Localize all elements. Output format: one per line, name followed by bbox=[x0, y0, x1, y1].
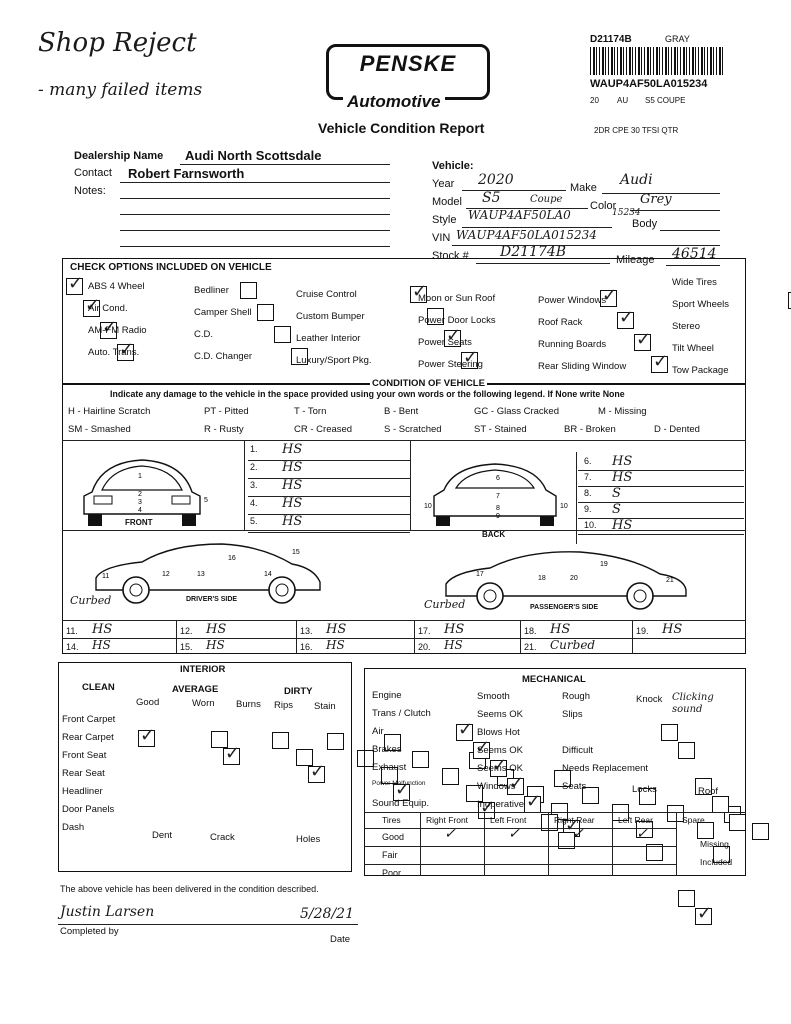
legend-item: H - Hairline Scratch bbox=[68, 406, 151, 417]
legend-item: R - Rusty bbox=[204, 424, 244, 435]
damage-value: HS bbox=[612, 518, 633, 533]
option-checkbox-power-door-locks[interactable] bbox=[617, 312, 634, 329]
option-label-leather-interior: Leather Interior bbox=[296, 333, 361, 344]
damage-value: HS bbox=[662, 622, 683, 637]
damage-value: S bbox=[612, 502, 621, 517]
logo-sub: Automotive bbox=[343, 92, 445, 112]
tires-header: Right Rear bbox=[554, 815, 595, 825]
stock-label: Stock # bbox=[432, 250, 469, 262]
mechanical-row-label: Exhaust bbox=[372, 762, 407, 773]
svg-text:10: 10 bbox=[560, 503, 568, 510]
stock-value: D21174B bbox=[500, 244, 567, 260]
sticker-year: 20 bbox=[590, 96, 599, 105]
option-checkbox-power-seats[interactable] bbox=[634, 334, 651, 351]
sticker-model: S5 COUPE bbox=[645, 96, 686, 105]
legend-item: PT - Pitted bbox=[204, 406, 249, 417]
mechanical-option-label: Windows bbox=[477, 781, 516, 792]
damage-value: HS bbox=[444, 638, 463, 652]
mechanical-option-label: Seems OK bbox=[477, 709, 523, 720]
interior-row-label: Front Carpet bbox=[62, 714, 116, 725]
condition-instruction: Indicate any damage to the vehicle in the space provided using your own words or the following legend. If None write None bbox=[110, 389, 625, 399]
damage-value: HS bbox=[282, 478, 303, 493]
mechanical-option-label: Slips bbox=[562, 709, 583, 720]
svg-text:9: 9 bbox=[496, 513, 500, 520]
damage-value: HS bbox=[612, 454, 633, 469]
option-label-tow-package: Tow Package bbox=[672, 365, 729, 376]
date-label: Date bbox=[330, 934, 351, 945]
front-car-diagram bbox=[72, 452, 212, 528]
driver-side-label: DRIVER'S SIDE bbox=[186, 596, 238, 603]
interior-title: INTERIOR bbox=[180, 664, 226, 675]
svg-text:14: 14 bbox=[264, 571, 272, 578]
dealership-label: Dealership Name bbox=[74, 150, 164, 162]
damage-number: 17. bbox=[418, 626, 431, 636]
contact-label: Contact bbox=[74, 167, 112, 179]
damage-number: 16. bbox=[300, 642, 313, 652]
option-label-power-steering: Power Steering bbox=[418, 359, 483, 370]
date-value: 5/28/21 bbox=[300, 906, 354, 922]
damage-number: 1. bbox=[250, 444, 258, 454]
svg-text:19: 19 bbox=[600, 561, 608, 568]
style-label: Style bbox=[432, 214, 457, 226]
legend-item: M - Missing bbox=[598, 406, 647, 417]
tires-header: Right Front bbox=[426, 815, 469, 825]
option-label-luxury-sport-pkg: Luxury/Sport Pkg. bbox=[296, 355, 372, 366]
damage-number: 4. bbox=[250, 498, 258, 508]
damage-number: 19. bbox=[636, 626, 649, 636]
svg-text:13: 13 bbox=[197, 571, 205, 578]
damage-value: HS bbox=[550, 622, 571, 637]
model-label: Model bbox=[432, 196, 462, 208]
mechanical-option-label: Difficult bbox=[562, 745, 593, 756]
interior-col-header: Worn bbox=[192, 698, 215, 709]
back-car-diagram bbox=[420, 460, 570, 530]
damage-value: HS bbox=[282, 514, 303, 529]
option-label-auto-trans: Auto. Trans. bbox=[88, 347, 140, 358]
option-label-custom-bumper: Custom Bumper bbox=[296, 311, 365, 322]
option-label-abs-4-wheel: ABS 4 Wheel bbox=[88, 281, 145, 292]
barcode bbox=[590, 47, 724, 75]
legend-item: D - Dented bbox=[654, 424, 700, 435]
mechanical-checkbox-seems-ok[interactable] bbox=[524, 796, 541, 813]
mechanical-option-label: Needs Replacement bbox=[562, 763, 649, 774]
mechanical-row-label: Power Malfunction bbox=[372, 780, 426, 787]
interior-row-label: Headliner bbox=[62, 786, 103, 797]
tire-good-mark: ✓ bbox=[444, 826, 456, 842]
body-label: Body bbox=[632, 218, 658, 230]
mechanical-checkbox-slips[interactable] bbox=[678, 742, 695, 759]
option-label-bedliner: Bedliner bbox=[194, 285, 229, 296]
damage-value: HS bbox=[206, 622, 227, 637]
damage-value: HS bbox=[326, 638, 345, 652]
damage-number: 7. bbox=[584, 472, 592, 482]
spare-checkbox-missing[interactable] bbox=[678, 890, 695, 907]
svg-text:21: 21 bbox=[666, 577, 674, 584]
option-label-c-d-changer: C.D. Changer bbox=[194, 351, 253, 362]
mechanical-checkbox-needs-replacement[interactable] bbox=[712, 796, 729, 813]
tires-row-label: Poor bbox=[382, 868, 402, 878]
svg-text:8: 8 bbox=[496, 505, 500, 512]
damage-value: HS bbox=[282, 460, 303, 475]
interior-average: AVERAGE bbox=[172, 684, 219, 695]
mechanical-row-label: Engine bbox=[372, 690, 402, 701]
vin-label: VIN bbox=[432, 232, 451, 244]
option-label-rear-sliding-window: Rear Sliding Window bbox=[538, 361, 627, 372]
option-label-roof-rack: Roof Rack bbox=[538, 317, 583, 328]
year-label: Year bbox=[432, 178, 455, 190]
body-value: 15234 bbox=[612, 208, 641, 218]
mechanical-checkbox-smooth[interactable] bbox=[456, 724, 473, 741]
interior-checkbox[interactable] bbox=[272, 732, 289, 749]
mechanical-checkbox-rough[interactable] bbox=[661, 724, 678, 741]
notes-label: Notes: bbox=[74, 185, 106, 197]
interior-col-header: Good bbox=[136, 697, 160, 708]
svg-text:15: 15 bbox=[292, 549, 300, 556]
option-label-cruise-control: Cruise Control bbox=[296, 289, 357, 300]
make-value: Audi bbox=[620, 172, 653, 188]
condition-title: CONDITION OF VEHICLE bbox=[372, 378, 485, 389]
interior-checkbox[interactable] bbox=[752, 823, 769, 840]
mechanical-option-label: Rough bbox=[562, 691, 590, 702]
signature: Justin Larsen bbox=[60, 904, 155, 920]
tires-row-label: Good bbox=[382, 832, 405, 842]
damage-number: 20. bbox=[418, 642, 431, 652]
option-label-power-door-locks: Power Door Locks bbox=[418, 315, 496, 326]
model-extra: Coupe bbox=[530, 194, 563, 205]
handwritten-note-detail: - many failed items bbox=[38, 80, 203, 100]
interior-row-label: Front Seat bbox=[62, 750, 107, 761]
option-checkbox-abs-4-wheel[interactable] bbox=[66, 278, 83, 295]
legend-item: SM - Smashed bbox=[68, 424, 131, 435]
mechanical-title: MECHANICAL bbox=[522, 674, 586, 685]
interior-checkbox[interactable] bbox=[138, 730, 155, 747]
handwritten-note-title: Shop Reject bbox=[38, 28, 197, 58]
tire-good-mark: ✓ bbox=[572, 826, 584, 842]
damage-number: 11. bbox=[66, 626, 78, 636]
svg-text:17: 17 bbox=[476, 571, 484, 578]
legend-item: S - Scratched bbox=[384, 424, 442, 435]
mechanical-row-label: Brakes bbox=[372, 744, 402, 755]
color-value: Grey bbox=[640, 192, 672, 207]
interior-checkbox[interactable] bbox=[327, 733, 344, 750]
interior-dirty: DIRTY bbox=[284, 686, 313, 697]
option-label-air-cond: Air Cond. bbox=[88, 303, 128, 314]
mileage-value: 46514 bbox=[672, 246, 717, 262]
legend-item: ST - Stained bbox=[474, 424, 527, 435]
option-label-wide-tires: Wide Tires bbox=[672, 277, 717, 288]
option-label-power-seats: Power Seats bbox=[418, 337, 472, 348]
legend-item: BR - Broken bbox=[564, 424, 616, 435]
interior-row-label: Rear Seat bbox=[62, 768, 105, 779]
svg-text:7: 7 bbox=[496, 493, 500, 500]
options-title: CHECK OPTIONS INCLUDED ON VEHICLE bbox=[70, 262, 272, 273]
knock-note: Clicking sound bbox=[672, 692, 714, 715]
option-checkbox-bedliner[interactable] bbox=[240, 282, 257, 299]
tires-header: Spare bbox=[682, 815, 705, 825]
passenger-side-label: PASSENGER'S SIDE bbox=[530, 604, 599, 611]
locks-label: Locks bbox=[632, 784, 657, 795]
damage-number: 8. bbox=[584, 488, 592, 498]
damage-number: 18. bbox=[524, 626, 537, 636]
color-label: Color bbox=[590, 200, 617, 212]
option-label-tilt-wheel: Tilt Wheel bbox=[672, 343, 714, 354]
mechanical-row-label: Air bbox=[372, 726, 384, 737]
interior-col-header: Rips bbox=[274, 700, 294, 711]
option-label-c-d: C.D. bbox=[194, 329, 213, 340]
mechanical-option-label: Seats bbox=[562, 781, 587, 792]
driver-note: Curbed bbox=[70, 594, 112, 607]
option-label-moon-or-sun-roof: Moon or Sun Roof bbox=[418, 293, 496, 304]
damage-number: 14. bbox=[66, 642, 79, 652]
option-label-running-boards: Running Boards bbox=[538, 339, 607, 350]
damage-number: 13. bbox=[300, 626, 313, 636]
legend-item: CR - Creased bbox=[294, 424, 353, 435]
interior-col-header: Stain bbox=[314, 701, 336, 712]
mechanical-option-label: Seems OK bbox=[477, 745, 523, 756]
damage-value: S bbox=[612, 486, 621, 501]
svg-text:18: 18 bbox=[538, 575, 546, 582]
mechanical-row-label: Trans / Clutch bbox=[372, 708, 431, 719]
completed-by-label: Completed by bbox=[60, 926, 119, 937]
legend-item: T - Torn bbox=[294, 406, 327, 417]
damage-number: 12. bbox=[180, 626, 193, 636]
logo-brand: PENSKE bbox=[359, 51, 457, 76]
passenger-note: Curbed bbox=[424, 598, 466, 611]
damage-value: Curbed bbox=[550, 638, 596, 652]
option-checkbox-power-steering[interactable] bbox=[651, 356, 668, 373]
mechanical-checkbox-seats[interactable] bbox=[729, 814, 746, 831]
option-label-am-fm-radio: AM-FM Radio bbox=[88, 325, 147, 336]
svg-text:16: 16 bbox=[228, 555, 236, 562]
svg-text:4: 4 bbox=[138, 507, 142, 514]
spare-label: Included bbox=[700, 857, 733, 867]
sticker-desc: 2DR CPE 30 TFSI QTR bbox=[594, 126, 679, 135]
dash-label: Holes bbox=[296, 834, 321, 845]
page-title: Vehicle Condition Report bbox=[318, 120, 485, 136]
damage-value: HS bbox=[92, 622, 113, 637]
damage-number: 5. bbox=[250, 516, 258, 526]
delivered-statement: The above vehicle has been delivered in the condition described. bbox=[60, 884, 319, 894]
make-label: Make bbox=[570, 182, 597, 194]
options-section bbox=[62, 258, 746, 384]
svg-text:10: 10 bbox=[424, 503, 432, 510]
mechanical-option-label: Smooth bbox=[477, 691, 510, 702]
model-value: S5 bbox=[482, 190, 501, 206]
dealership-value: Audi North Scottsdale bbox=[185, 148, 322, 163]
tire-good-mark: ✓ bbox=[636, 826, 648, 842]
damage-value: HS bbox=[282, 496, 303, 511]
interior-checkbox[interactable] bbox=[308, 766, 325, 783]
back-label: BACK bbox=[482, 530, 506, 539]
year-value: 2020 bbox=[478, 172, 514, 188]
option-label-stereo: Stereo bbox=[672, 321, 700, 332]
damage-value: HS bbox=[326, 622, 347, 637]
knock-label: Knock bbox=[636, 694, 663, 705]
sticker-stock: D21174B bbox=[590, 34, 632, 45]
mechanical-option-label: Inoperative bbox=[477, 799, 525, 810]
mechanical-option-label: Seems OK bbox=[477, 763, 523, 774]
svg-text:3: 3 bbox=[138, 499, 142, 506]
vehicle-label: Vehicle: bbox=[432, 160, 474, 172]
damage-number: 10. bbox=[584, 520, 597, 530]
sticker-color: GRAY bbox=[665, 34, 690, 44]
interior-row-label: Dash bbox=[62, 822, 85, 833]
passenger-side-car-diagram bbox=[440, 546, 690, 612]
interior-row-label: Door Panels bbox=[62, 804, 115, 815]
option-label-camper-shell: Camper Shell bbox=[194, 307, 252, 318]
option-label-power-windows: Power Windows bbox=[538, 295, 607, 306]
interior-clean: CLEAN bbox=[82, 682, 115, 693]
dash-label: Crack bbox=[210, 832, 235, 843]
damage-number: 9. bbox=[584, 504, 592, 514]
damage-value: HS bbox=[444, 622, 465, 637]
option-checkbox-c-d[interactable] bbox=[274, 326, 291, 343]
tire-good-mark: ✓ bbox=[508, 826, 520, 842]
svg-text:2: 2 bbox=[138, 491, 142, 498]
damage-value: HS bbox=[612, 470, 633, 485]
damage-number: 3. bbox=[250, 480, 258, 490]
spare-label: Missing bbox=[700, 839, 729, 849]
option-checkbox-camper-shell[interactable] bbox=[257, 304, 274, 321]
dash-label: Dent bbox=[152, 830, 173, 841]
option-label-sport-wheels: Sport Wheels bbox=[672, 299, 730, 310]
tires-header: Tires bbox=[382, 815, 401, 825]
damage-number: 6. bbox=[584, 456, 592, 466]
roof-label: Roof bbox=[698, 786, 719, 797]
mechanical-row-label: Sound Equip. bbox=[372, 798, 430, 809]
svg-text:6: 6 bbox=[496, 475, 500, 482]
interior-row-label: Rear Carpet bbox=[62, 732, 114, 743]
spare-checkbox-included[interactable] bbox=[695, 908, 712, 925]
tires-row-label: Fair bbox=[382, 850, 398, 860]
style-value: WAUP4AF50LA0 bbox=[468, 208, 571, 222]
svg-text:12: 12 bbox=[162, 571, 170, 578]
mileage-label: Mileage bbox=[616, 254, 655, 266]
mechanical-option-label: Blows Hot bbox=[477, 727, 520, 738]
damage-value: HS bbox=[282, 442, 303, 457]
interior-col-header: Burns bbox=[236, 699, 261, 710]
damage-number: 21. bbox=[524, 642, 537, 652]
interior-checkbox[interactable] bbox=[223, 748, 240, 765]
svg-text:5: 5 bbox=[204, 497, 208, 504]
sticker-make: AU bbox=[617, 96, 629, 105]
contact-value: Robert Farnsworth bbox=[128, 166, 245, 181]
vin-value: WAUP4AF50LA015234 bbox=[456, 228, 597, 242]
svg-text:20: 20 bbox=[570, 575, 578, 582]
damage-value: HS bbox=[206, 638, 225, 652]
sticker-vin: WAUP4AF50LA015234 bbox=[590, 78, 708, 90]
damage-number: 15. bbox=[180, 642, 193, 652]
damage-number: 2. bbox=[250, 462, 258, 472]
svg-text:1: 1 bbox=[138, 473, 142, 480]
front-label: FRONT bbox=[125, 518, 153, 527]
svg-text:11: 11 bbox=[102, 573, 110, 580]
legend-item: B - Bent bbox=[384, 406, 419, 417]
damage-value: HS bbox=[92, 638, 111, 652]
tires-header: Left Front bbox=[490, 815, 527, 825]
tires-header: Left Rear bbox=[618, 815, 653, 825]
legend-item: GC - Glass Cracked bbox=[474, 406, 559, 417]
